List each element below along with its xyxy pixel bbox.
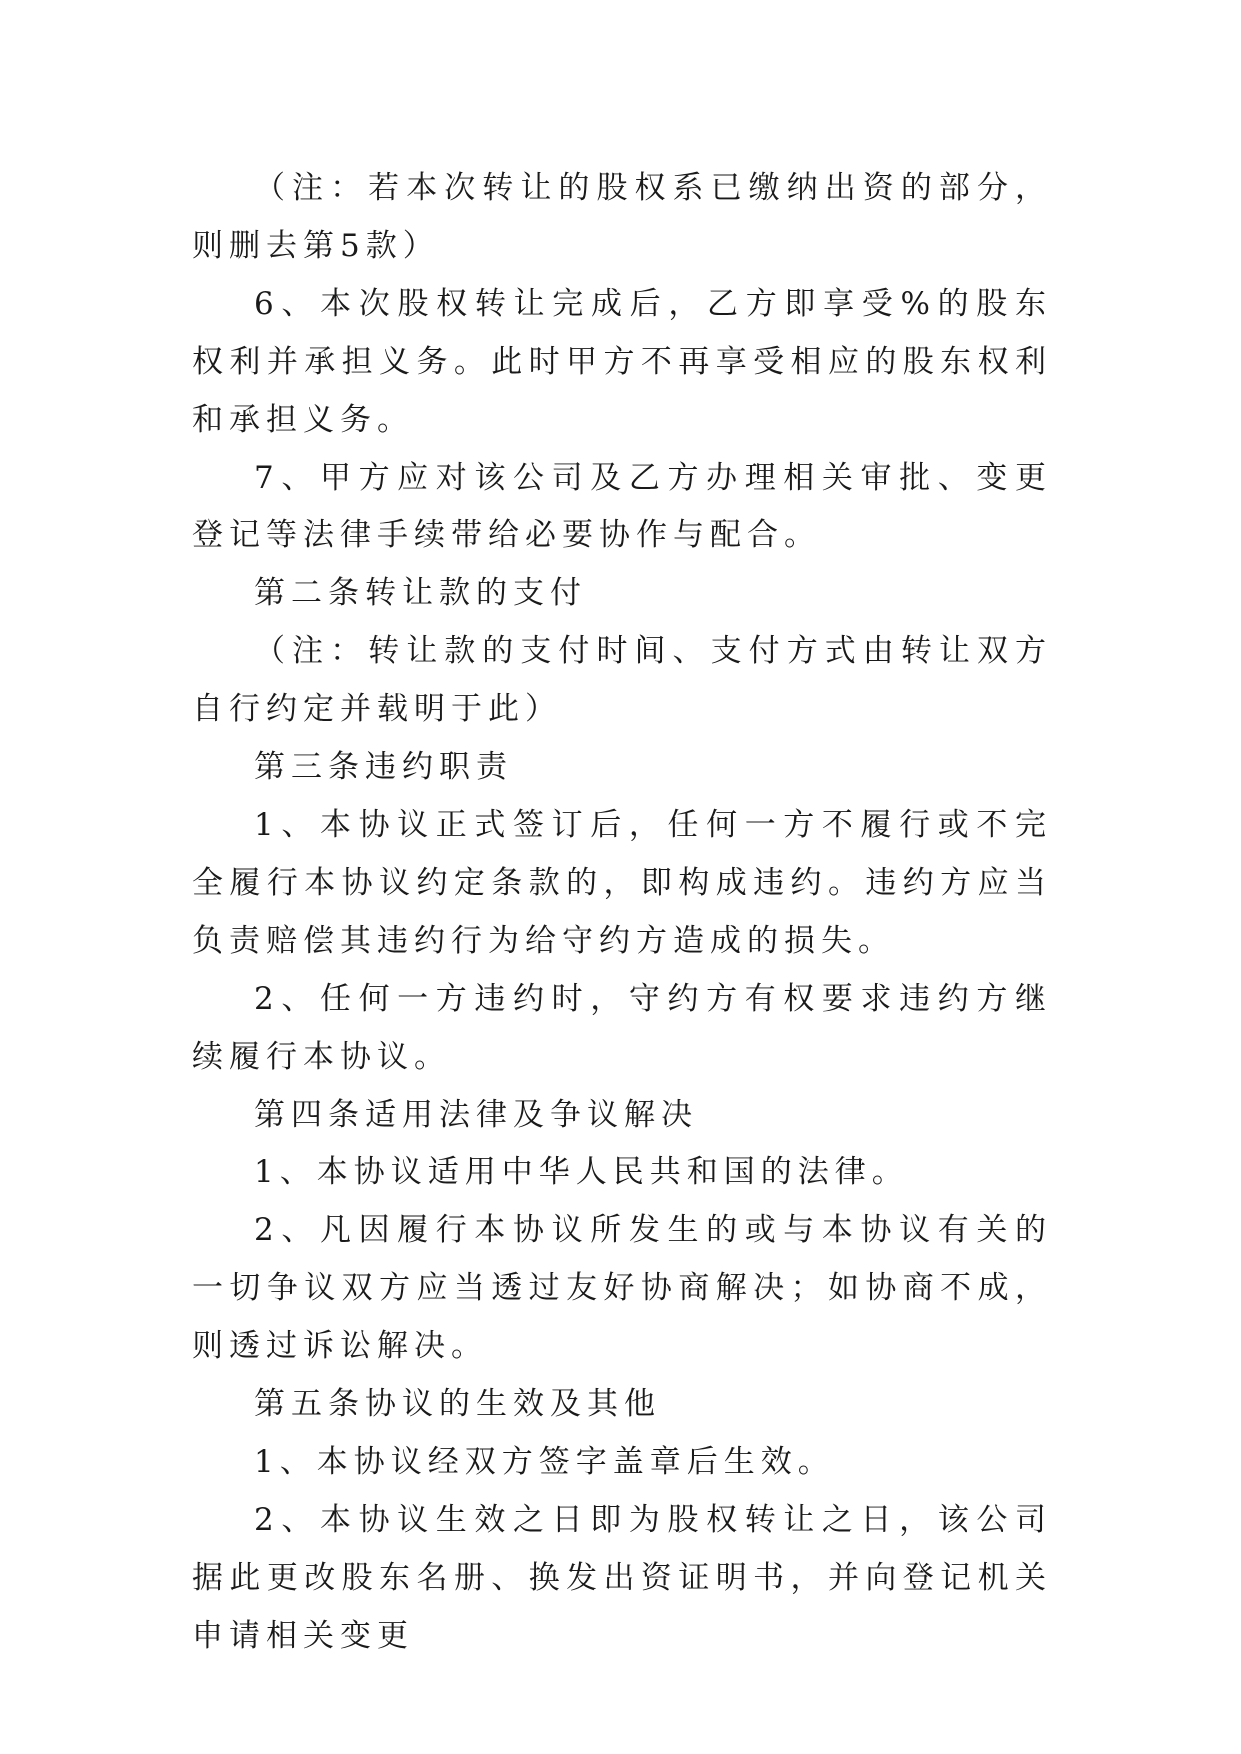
paragraph-effect-1: 1、本协议经双方签字盖章后生效。 [254,1443,835,1480]
paragraph-clause-7: 7、甲方应对该公司及乙方办理相关审批、变更登记等法律手续带给必要协作与配合。 [192,459,1052,554]
paragraph-clause-6: 6、本次股权转让完成后，乙方即享受%的股东权利并承担义务。此时甲方不再享受相应的股东权利和承担义务。 [192,285,1052,438]
section-heading-law: 第四条适用法律及争议解决 [254,1096,698,1133]
section-heading-payment: 第二条转让款的支付 [254,575,587,612]
section-heading-effect: 第五条协议的生效及其他 [254,1386,661,1423]
paragraph-note-deletion: （注：若本次转让的股权系已缴纳出资的部分，则删去第5款） [192,170,1052,264]
paragraph-breach-1: 1、本协议正式签订后，任何一方不履行或不完全履行本协议约定条款的，即构成违约。违约方应当负责赔偿其违约行为给守约方造成的损失。 [192,806,1052,959]
paragraph-law-1: 1、本协议适用中华人民共和国的法律。 [254,1154,909,1191]
paragraph-note-payment: （注：转让款的支付时间、支付方式由转让双方自行约定并载明于此） [192,633,1052,728]
section-heading-breach: 第三条违约职责 [254,749,513,786]
paragraph-breach-2: 2、任何一方违约时，守约方有权要求违约方继续履行本协议。 [192,980,1052,1075]
document-body [192,160,1052,1666]
paragraph-effect-2: 2、本协议生效之日即为股权转让之日，该公司据此更改股东名册、换发出资证明书，并向登记机关申请相关变更 [192,1501,1052,1654]
paragraph-law-2: 2、凡因履行本协议所发生的或与本协议有关的一切争议双方应当透过友好协商解决；如协商不成，则透过诉讼解决。 [192,1212,1052,1365]
